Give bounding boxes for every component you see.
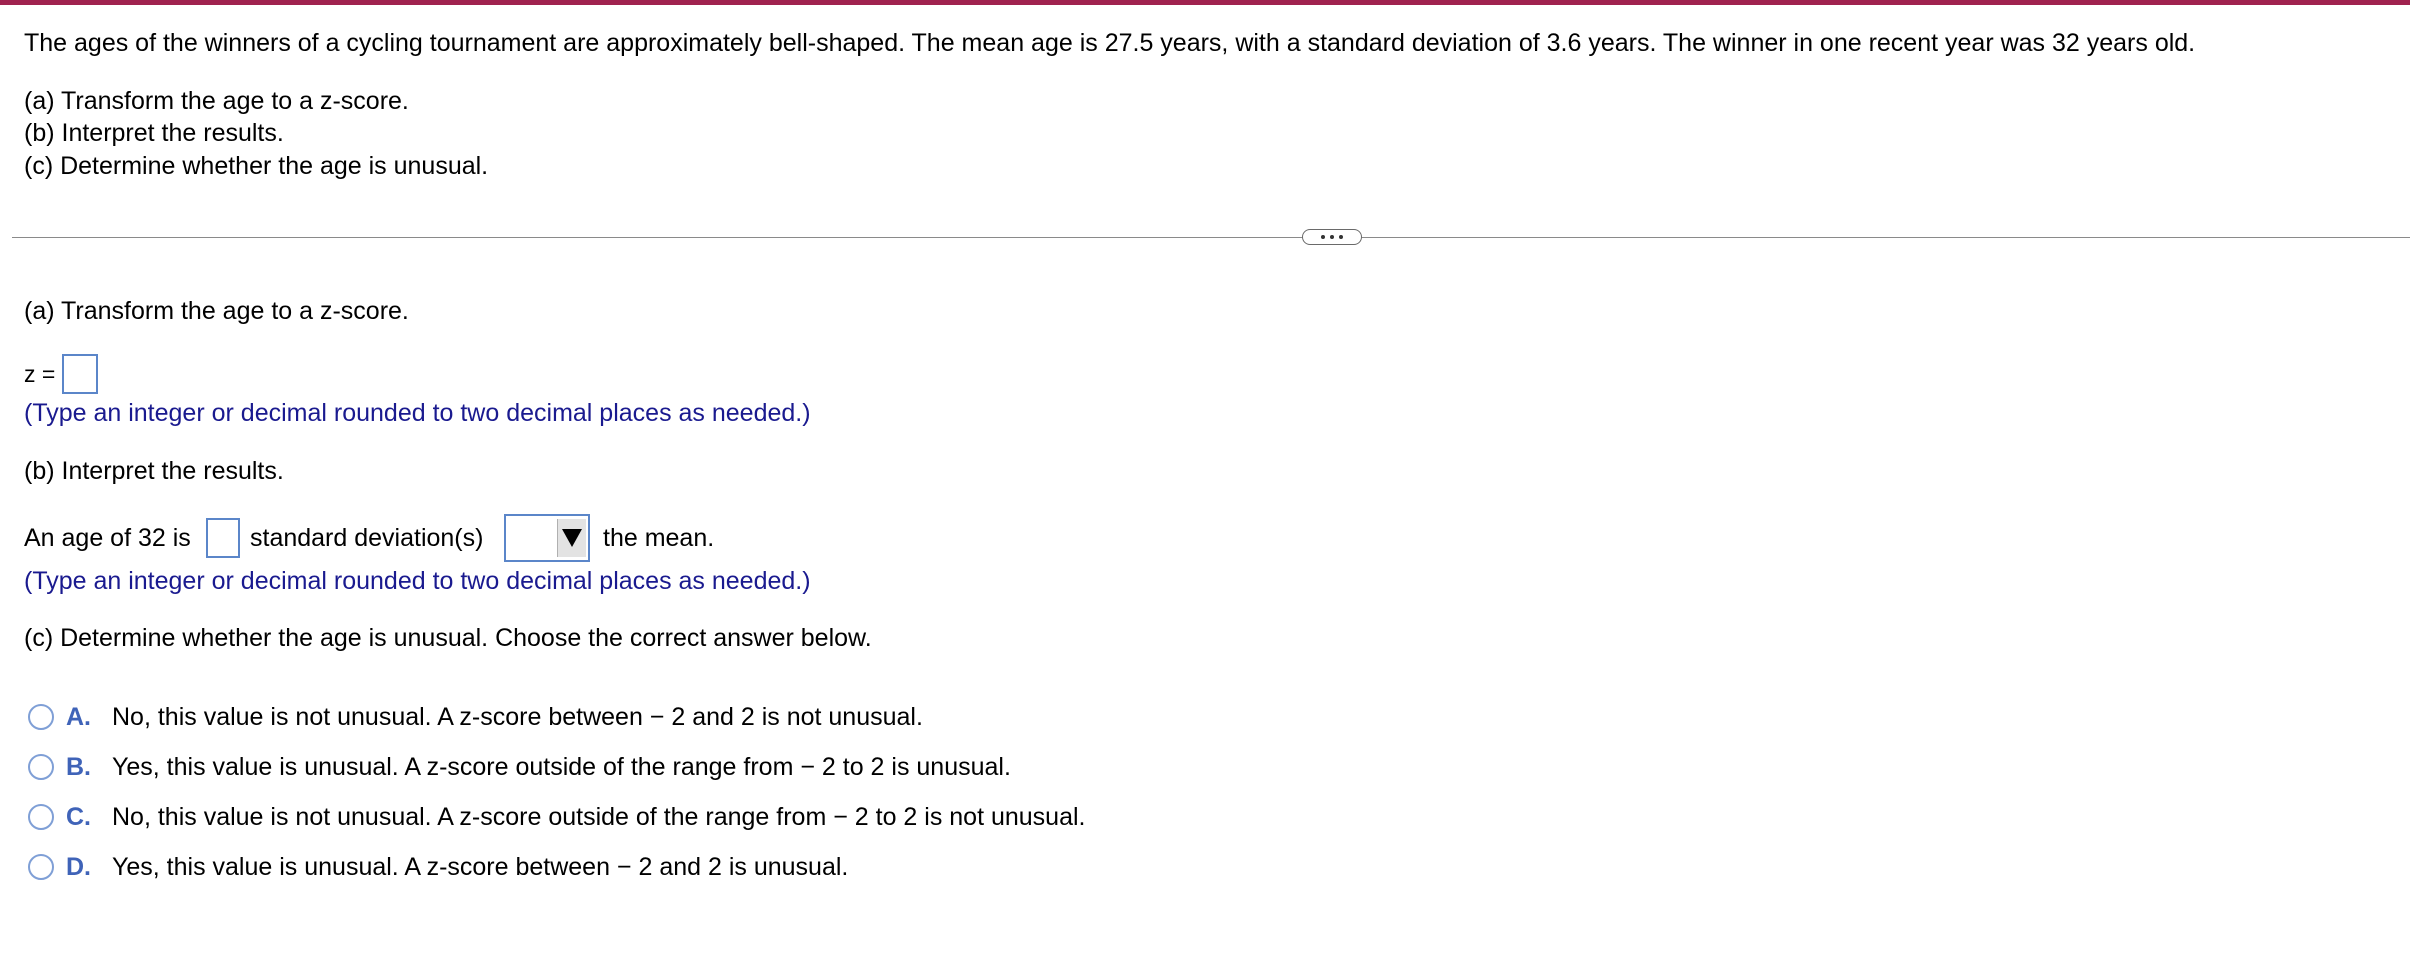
triangle-down-icon[interactable] — [557, 519, 586, 557]
radio-circle-icon[interactable] — [28, 804, 54, 830]
radio-circle-icon[interactable] — [28, 704, 54, 730]
question-part-c: (c) Determine whether the age is unusual. — [24, 152, 489, 180]
ellipsis-dot — [1339, 235, 1343, 239]
radio-circle-icon[interactable] — [28, 854, 54, 880]
option-text[interactable]: Yes, this value is unusual. A z-score outside of the range from − 2 to 2 is unusual. — [112, 753, 1011, 781]
question-stem: The ages of the winners of a cycling tournament are approximately bell-shaped. The mean age is 27.5 years, with a standard deviation of 3.6 years. The winner in one recent year was 32 years old. — [24, 29, 2196, 57]
z-label: z = — [24, 361, 56, 387]
ellipsis-dot — [1330, 235, 1334, 239]
radio-circle-icon[interactable] — [28, 754, 54, 780]
part-c-heading: (c) Determine whether the age is unusual. Choose the correct answer below. — [24, 624, 872, 652]
std-dev-count-input[interactable] — [206, 518, 240, 558]
above-below-dropdown[interactable] — [504, 514, 590, 562]
part-b-suffix: the mean. — [603, 524, 715, 552]
top-accent-bar — [0, 0, 2410, 5]
option-letter: C. — [66, 803, 91, 831]
question-part-a: (a) Transform the age to a z-score. — [24, 87, 409, 115]
option-text[interactable]: Yes, this value is unusual. A z-score between − 2 and 2 is unusual. — [112, 853, 849, 881]
option-letter: B. — [66, 753, 91, 781]
question-part-b: (b) Interpret the results. — [24, 119, 284, 147]
part-b-hint: (Type an integer or decimal rounded to two decimal places as needed.) — [24, 567, 811, 595]
part-a-hint: (Type an integer or decimal rounded to two decimal places as needed.) — [24, 399, 811, 427]
part-b-middle: standard deviation(s) — [250, 524, 484, 552]
section-divider — [12, 237, 2410, 238]
ellipsis-dot — [1321, 235, 1325, 239]
option-text[interactable]: No, this value is not unusual. A z-score outside of the range from − 2 to 2 is not unusual. — [112, 803, 1086, 831]
option-text[interactable]: No, this value is not unusual. A z-score between − 2 and 2 is not unusual. — [112, 703, 923, 731]
option-letter: A. — [66, 703, 91, 731]
part-b-heading: (b) Interpret the results. — [24, 457, 284, 485]
ellipsis-icon[interactable] — [1302, 229, 1362, 245]
option-letter: D. — [66, 853, 91, 881]
part-a-heading: (a) Transform the age to a z-score. — [24, 297, 409, 325]
triangle-shape — [562, 529, 582, 547]
z-score-input[interactable] — [62, 354, 98, 394]
part-b-prefix: An age of 32 is — [24, 524, 191, 552]
